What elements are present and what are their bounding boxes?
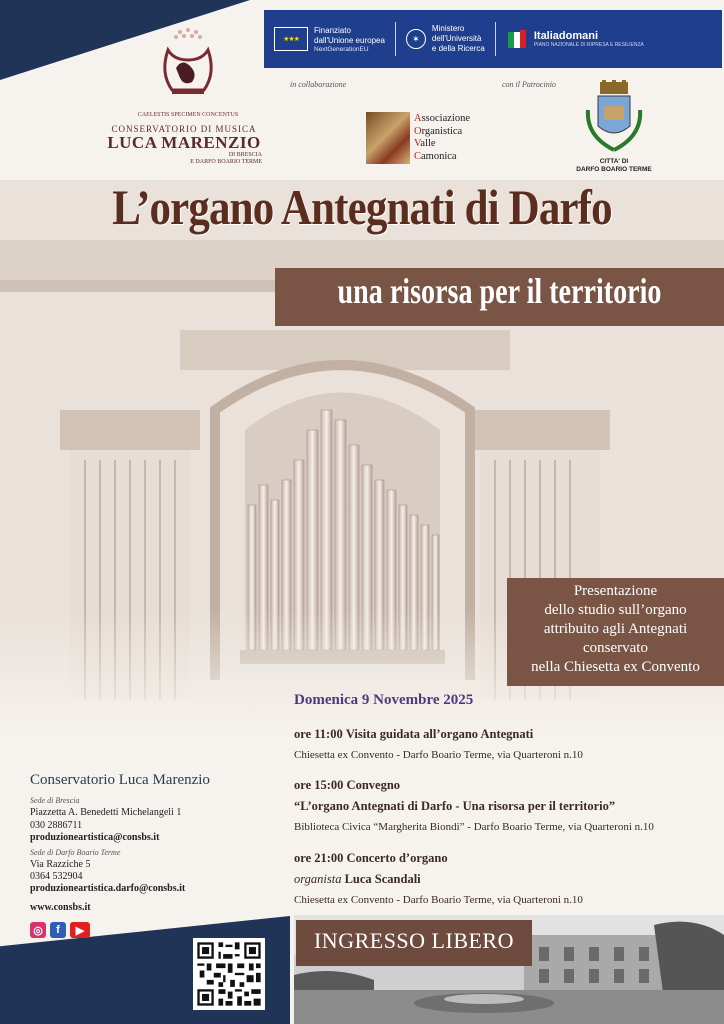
event-3-role: organista (294, 872, 342, 886)
ministry-line1: Ministero (431, 24, 465, 33)
presentation-line: nella Chiesetta ex Convento (531, 659, 700, 675)
contacts-heading: Conservatorio Luca Marenzio (30, 772, 210, 788)
republic-emblem-icon: ✶ (406, 29, 426, 49)
youtube-icon[interactable]: ▶ (70, 922, 90, 938)
ministry-line3: e della Ricerca (431, 44, 485, 53)
event-3-performer-line (294, 872, 421, 887)
conservatory-lyre-logo (137, 28, 239, 120)
conservatory-name: LUCA MARENZIO (107, 133, 261, 152)
event-2-time: ore 15:00 (294, 778, 344, 792)
event-1-time: ore 11:00 (294, 727, 343, 741)
event-2-place: Biblioteca Civica “Margherita Biondi” - Darfo Boario Terme, via Quarteroni n.10 (294, 821, 654, 833)
association-line: Organistica (414, 125, 463, 137)
darfo-phone: 0364 532904 (30, 871, 83, 882)
qr-code-icon[interactable] (193, 938, 265, 1010)
presentation-line: conservato (583, 640, 648, 656)
city-crest-icon (582, 80, 646, 164)
conservatory-line3: DI BRESCIA (228, 152, 262, 158)
event-3-performer: Luca Scandali (344, 872, 421, 886)
association-name (414, 113, 470, 163)
funding-banner (264, 10, 722, 68)
event-3-time: ore 21:00 (294, 851, 344, 865)
presentation-line: dello studio sull’organo (544, 602, 687, 618)
facebook-icon[interactable]: f (50, 922, 66, 938)
italia-domani-icon (506, 28, 528, 50)
association-logo-image (366, 112, 410, 164)
event-1-place: Chiesetta ex Convento - Darfo Boario Terme, via Quarteroni n.10 (294, 749, 583, 761)
brescia-address: Piazzetta A. Benedetti Michelangeli 1 (30, 807, 182, 818)
eu-line2: dall'Unione europea (314, 35, 385, 45)
italia-domani-block (496, 19, 654, 59)
presentation-line: attribuito agli Antegnati (543, 621, 688, 637)
poster-title: L’organo Antegnati di Darfo (112, 179, 612, 235)
association-line: Associazione (414, 113, 470, 124)
presentation-line: Presentazione (573, 583, 658, 599)
association-line: Valle (414, 138, 436, 149)
city-label (568, 158, 660, 174)
instagram-icon[interactable]: ◎ (30, 922, 46, 938)
brescia-phone: 030 2886711 (30, 820, 83, 831)
eu-flag-icon: ★★★ (274, 27, 308, 51)
ministry-block (396, 19, 495, 59)
darfo-email-link[interactable]: produzioneartistica.darfo@consbs.it (30, 883, 186, 894)
event-3-place: Chiesetta ex Convento - Darfo Boario Terme, via Quarteroni n.10 (294, 894, 583, 906)
darfo-address: Via Razziche 5 (30, 859, 91, 870)
darfo-label: Sede di Darfo Boario Terme (30, 848, 121, 857)
website-link[interactable]: www.consbs.it (30, 902, 91, 913)
free-entry-label: INGRESSO LIBERO (313, 928, 514, 953)
association-line: Camonica (414, 150, 457, 162)
ministry-line2: dell'Università (431, 34, 482, 43)
event-1-heading (294, 727, 533, 742)
event-2-heading (294, 778, 400, 793)
conservatory-logo-text (96, 124, 272, 166)
logo-motto: CAELESTIS SPECIMEN CONCENTUS (137, 112, 239, 118)
italia-domani-logo (534, 30, 644, 48)
conservatory-line1: CONSERVATORIO DI MUSICA (111, 124, 257, 134)
event-3-title: Concerto d’organo (346, 851, 448, 865)
brescia-email-link[interactable]: produzioneartistica@consbs.it (30, 832, 160, 843)
collaboration-label: in collaborazione (290, 80, 347, 89)
italia-domani-brand: Italiadomani (533, 30, 599, 42)
poster-subtitle: una risorsa per il territorio (337, 271, 662, 311)
event-2-subtitle: “L’organo Antegnati di Darfo - Una risorsa per il territorio” (294, 799, 616, 813)
brescia-label: Sede di Brescia (30, 796, 80, 805)
presentation-box (507, 578, 724, 686)
eu-funding-block (264, 19, 395, 59)
conservatory-line4: E DARFO BOARIO TERME (190, 159, 262, 165)
eu-line1: Finanziato (314, 25, 351, 35)
eu-line3: NextGenerationEU (314, 45, 369, 53)
event-date: Domenica 9 Novembre 2025 (294, 692, 474, 708)
city-line1: CITTA' DI (599, 158, 629, 165)
event-2-title: Convegno (346, 778, 401, 792)
event-3-heading (294, 851, 448, 866)
italia-domani-sub: PIANO NAZIONALE DI RIPRESA E RESILIENZA (533, 42, 644, 48)
patronage-label: con il Patrocinio (502, 80, 556, 89)
city-line2: DARFO BOARIO TERME (576, 166, 652, 173)
event-1-title: Visita guidata all’organo Antegnati (345, 727, 534, 741)
